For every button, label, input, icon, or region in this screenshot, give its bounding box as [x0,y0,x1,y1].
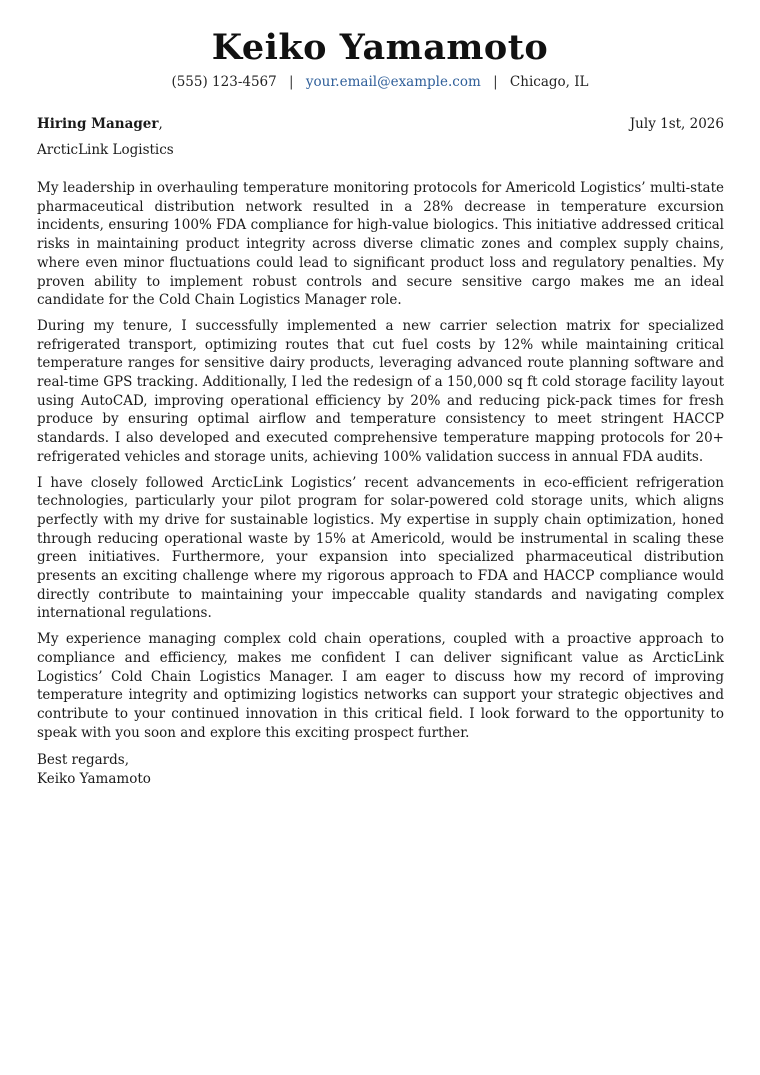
applicant-name: Keiko Yamamoto [211,27,549,68]
location: Chicago, IL [509,74,589,90]
recipient-name-comma: , [158,116,163,132]
contact-separator: | [493,74,498,90]
closing-block [37,751,724,788]
body-paragraph: My leadership in overhauling temperature monitoring protocols for Americold Logistics’ multi-state pharmaceutical distribution network resulted in a 28% decrease in temperature excursion incidents, ensuring 100% FDA compliance for high-value biologics. This initiative addressed critical risks in maintaining product integrity across diverse climatic zones and complex supply chains, where even minor fluctuations could lead to significant product loss and regulatory penalties. My proven ability to implement robust controls and secure sensitive cargo makes me an ideal candidate for the Cold Chain Logistics Manager role. [37,180,724,309]
recipient-company: ArcticLink Logistics [37,142,174,158]
recipient-row [37,115,724,133]
body-paragraph: My experience managing complex cold chain operations, coupled with a proactive approach to compliance and efficiency, makes me confident I can deliver significant value as ArcticLink Logistics’ Cold Chain Logistics Manager. I am eager to discuss how my record of improving temperature integrity and optimizing logistics networks can support your strategic objectives and contribute to your continued innovation in this critical field. I look forward to the opportunity to speak with you soon and explore this exciting prospect further. [37,631,724,741]
signature-name: Keiko Yamamoto [37,771,151,788]
email-link[interactable]: your.email@example.com [305,74,481,90]
recipient-name: Hiring Manager [37,116,159,132]
body-paragraph: During my tenure, I successfully implemented a new carrier selection matrix for specialized refrigerated transport, optimizing routes that cut fuel costs by 12% while maintaining critical temperature ranges for sensitive dairy products, leveraging advanced route planning software and real-time GPS tracking. Additionally, I led the redesign of a 150,000 sq ft cold storage facility layout using AutoCAD, improving operational efficiency by 20% and reducing pick-pack times for fresh produce by ensuring optimal airflow and temperature consistency to meet stringent HACCP standards. I also developed and executed comprehensive temperature mapping protocols for 20+ refrigerated vehicles and storage units, achieving 100% validation success in annual FDA audits. [37,317,724,465]
letter-date: July 1st, 2026 [629,116,724,132]
contact-separator: | [289,74,294,90]
closing-salutation: Best regards, [37,752,130,769]
contact-line [0,73,760,91]
letter-body [37,179,724,789]
body-paragraph: I have closely followed ArcticLink Logistics’ recent advancements in eco-efficient refrigeration technologies, particularly your pilot program for solar-powered cold storage units, which aligns perfectly with my drive for sustainable logistics. My expertise in supply chain optimization, honed through reducing operational waste by 15% at Americold, would be instrumental in scaling these green initiatives. Furthermore, your expansion into specialized pharmaceutical distribution presents an exciting challenge where my rigorous approach to FDA and HACCP compliance would directly contribute to maintaining your impeccable quality standards and navigating complex international regulations. [37,474,724,622]
phone-number: (555) 123-4567 [171,74,277,90]
